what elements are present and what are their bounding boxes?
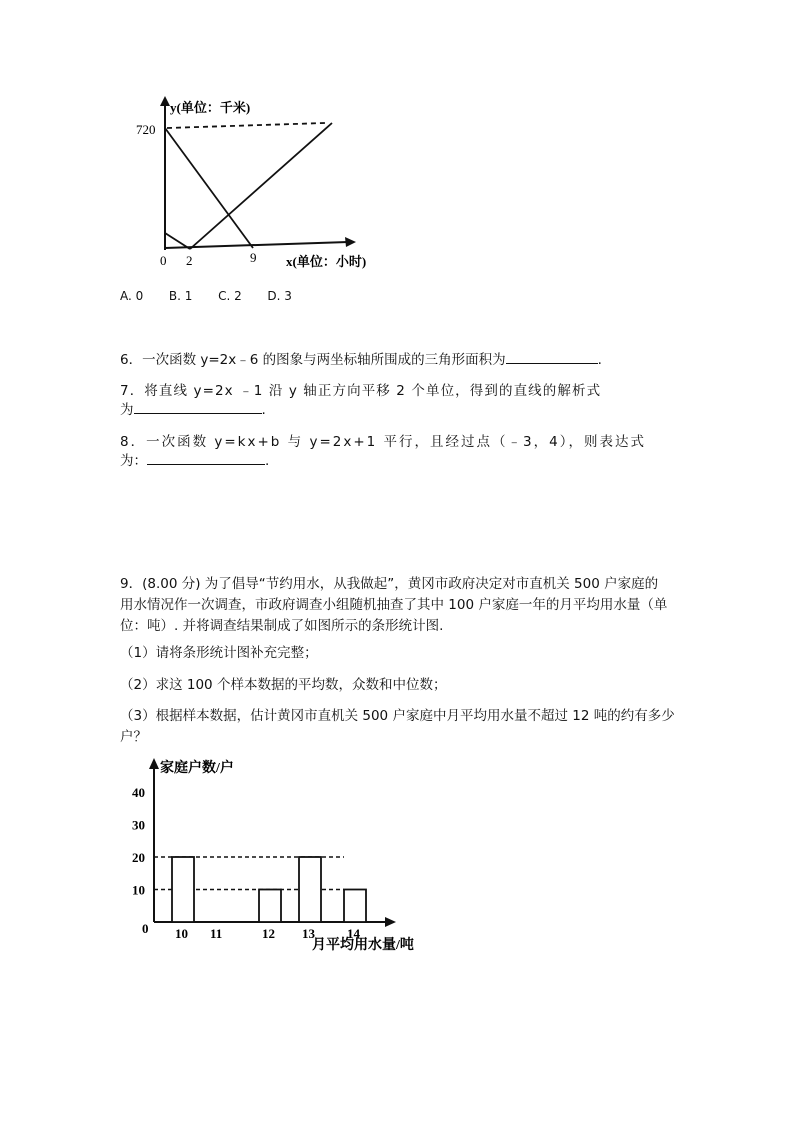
q6-text: 6．一次函数 y=2x﹣6 的图象与两坐标轴所围成的三角形面积为: [120, 352, 506, 368]
x-tick-2: 2: [186, 253, 193, 268]
y-tick-720: 720: [136, 122, 156, 137]
question-7-line2: 为 .: [120, 402, 266, 418]
q8-answer-blank[interactable]: [147, 452, 265, 465]
q7-answer-blank[interactable]: [134, 401, 262, 414]
chart-y-axis-label: 家庭户数/户: [160, 761, 234, 776]
x-tick-label-14: 14: [347, 926, 360, 941]
water-usage-bar-chart: [120, 752, 430, 962]
x-axis-arrow: [345, 237, 356, 247]
q8-line2: 为：: [120, 453, 147, 469]
distance-time-graph: [120, 90, 400, 280]
chart-x-axis-label: 月平均用水量/吨: [312, 938, 414, 953]
q9-sub2: （2）求这 100 个样本数据的平均数，众数和中位数；: [120, 677, 447, 693]
y-tick-label-20: 20: [132, 850, 145, 865]
option-b: B. 1: [168, 289, 193, 303]
dashed-720-line: [167, 123, 325, 128]
question-6: 6．一次函数 y=2x﹣6 的图象与两坐标轴所围成的三角形面积为 .: [120, 352, 602, 368]
q9-line3: 位：吨）. 并将调查结果制成了如图所示的条形统计图.: [120, 618, 444, 634]
bar-14: [344, 890, 366, 923]
y-axis-arrow: [160, 96, 170, 106]
bar-13: [299, 857, 321, 922]
question-7: [120, 381, 601, 402]
x-tick-label-12: 12: [262, 926, 275, 941]
question-8: [120, 432, 646, 453]
q7-line1: 7．将直线 y=2x ﹣1 沿 y 轴正方向平移 2 个单位，得到的直线的解析式: [120, 383, 602, 399]
option-a: A. 0: [120, 289, 144, 303]
x-tick-label-10: 10: [175, 926, 188, 941]
bar-12: [259, 890, 281, 923]
line-descending: [165, 128, 253, 248]
question-8-line2: 为： .: [120, 453, 270, 469]
y-tick-label-30: 30: [132, 817, 145, 833]
y-tick-label-10: 10: [132, 882, 145, 898]
y-axis-label: y(单位：千米): [170, 100, 251, 115]
q7-line2: 为: [120, 402, 134, 418]
q9-line2: 用水情况作一次调查，市政府调查小组随机抽查了其中 100 户家庭一年的月平均用水量（单: [120, 597, 668, 613]
chart-y-axis-arrow: [149, 758, 159, 769]
q8-line1: 8．一次函数 y=kx+b 与 y=2x+1 平行，且经过点（﹣3，4），则表达式: [120, 434, 646, 450]
x-axis-label: x(单位：小时): [286, 254, 367, 269]
option-c: C. 2: [218, 289, 242, 303]
x-tick-0: 0: [160, 253, 167, 268]
q9-sub3-line2: 户？: [120, 729, 147, 745]
bar-10: [172, 857, 194, 922]
chart-origin-label: 0: [142, 921, 149, 936]
question-9: [120, 574, 667, 637]
line-ascending: [190, 123, 332, 249]
q5-options: [120, 289, 292, 303]
q9-line1: 9．(8.00 分) 为了倡导“节约用水，从我做起”，黄冈市政府决定对市直机关 500 户家庭的: [120, 576, 659, 592]
y-tick-label-40: 40: [132, 785, 145, 800]
q9-sub1: （1）请将条形统计图补充完整；: [120, 645, 318, 661]
q9-sub3: [120, 706, 675, 748]
q9-sub3-line1: （3）根据样本数据，估计黄冈市直机关 500 户家庭中月平均用水量不超过 12 吨的约有多少: [120, 708, 675, 724]
chart-x-axis-arrow: [385, 917, 396, 927]
x-tick-label-11: 11: [210, 926, 223, 941]
x-tick-9: 9: [250, 250, 257, 265]
q6-answer-blank[interactable]: [506, 351, 598, 364]
x-tick-label-13: 13: [302, 926, 315, 941]
option-d: D. 3: [267, 289, 292, 303]
